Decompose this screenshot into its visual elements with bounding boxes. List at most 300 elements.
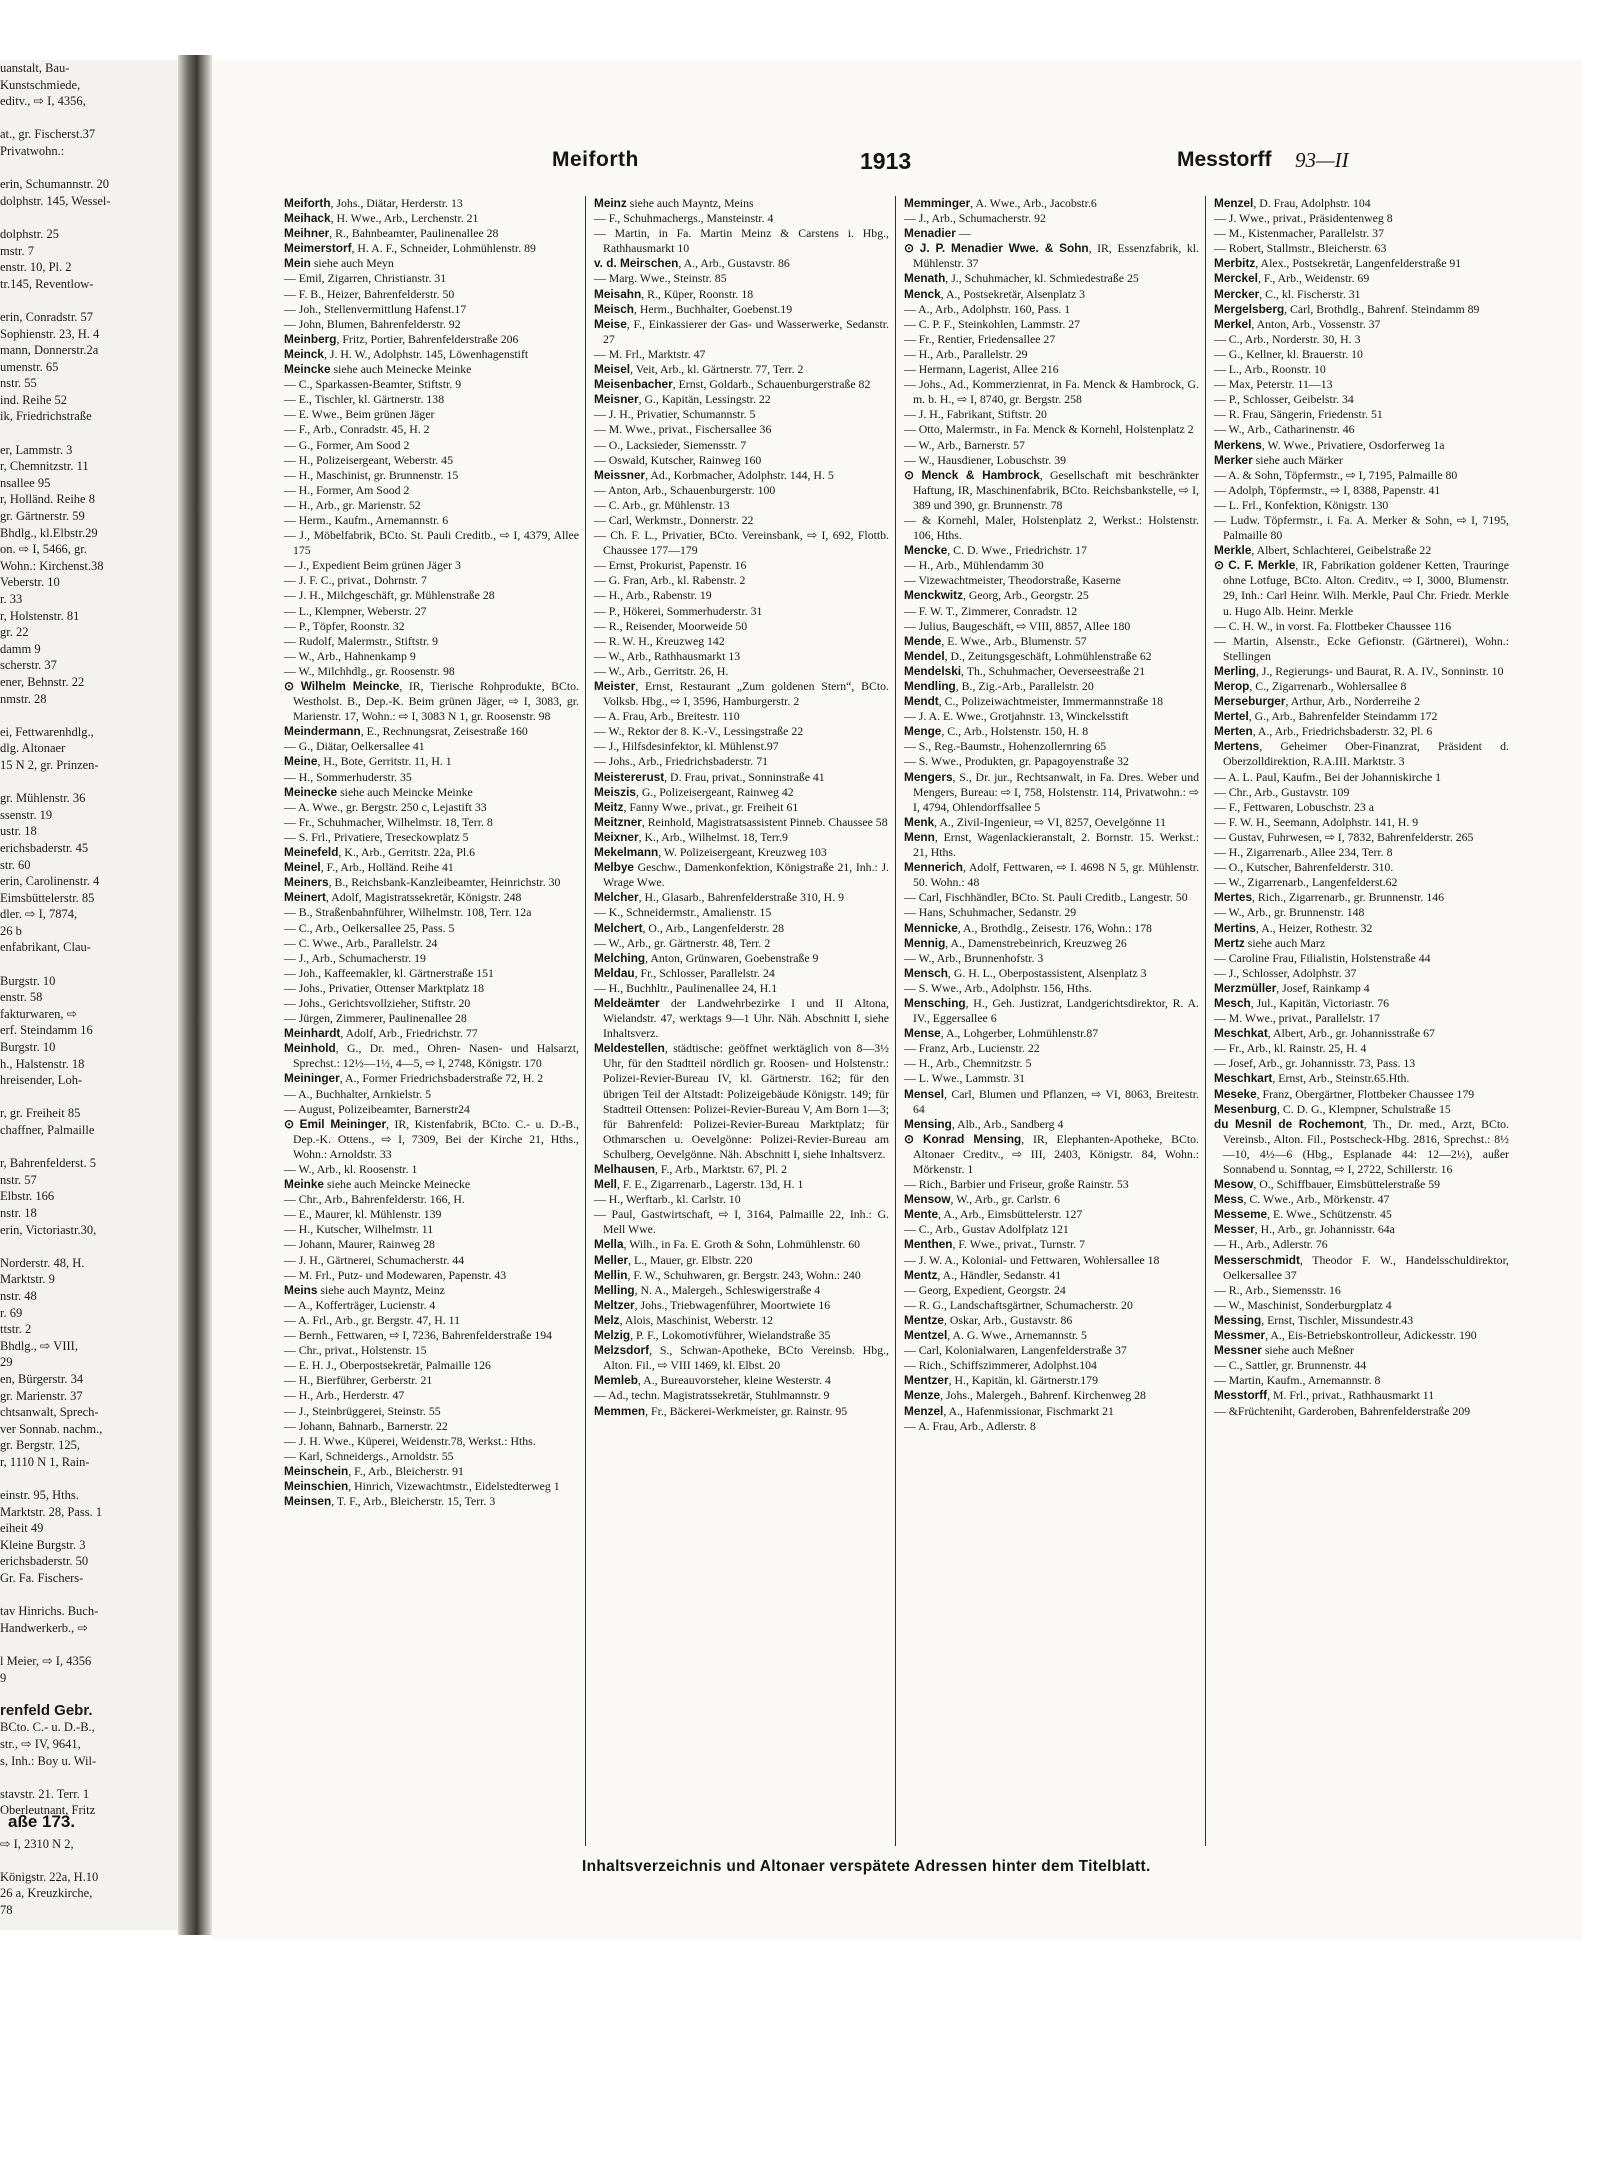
directory-entry: — H., Arb., Mühlendamm 30: [904, 558, 1044, 573]
directory-entry: — E., Tischler, kl. Gärtnerstr. 138: [284, 392, 445, 407]
directory-entry: Meseke, Franz, Obergärtner, Flottbeker Chaussee 179: [1214, 1086, 1475, 1101]
directory-entry: Mendelski, Th., Schuhmacher, Oeverseestraße 21: [904, 663, 1146, 678]
left-page-line: mann, Donnerstr.2a: [0, 343, 99, 358]
left-page-line: s, Inh.: Boy u. Wil-: [0, 1753, 97, 1768]
left-page-line: Elbstr. 166: [0, 1189, 55, 1204]
directory-entry: Messerschmidt, Theodor F. W., Handelsschuldirektor, Oelkersallee 37: [1214, 1252, 1509, 1282]
directory-entry: — Ludw. Töpfermstr., i. Fa. A. Merker & Sohn, ⇨ I, 7195, Palmaille 80: [1214, 512, 1509, 543]
directory-entry: — J., Hilfsdesinfektor, kl. Mühlenst.97: [594, 739, 779, 754]
directory-entry: Meller, L., Mauer, gr. Elbstr. 220: [594, 1252, 753, 1267]
left-page-line: r, Chemnitzstr. 11: [0, 459, 89, 474]
left-page-line: [0, 110, 178, 127]
left-page-fragment: [0, 60, 178, 1930]
left-page-text-lines: [0, 60, 178, 1919]
left-page-line: str. 60: [0, 857, 31, 872]
directory-entry: Meinsen, T. F., Arb., Bleicherstr. 15, Terr. 3: [284, 1494, 496, 1509]
directory-entry: — H., Polizeisergeant, Weberstr. 45: [284, 452, 453, 467]
directory-page: [212, 60, 1582, 1940]
directory-entry: — H., Arb., Adlerstr. 76: [1214, 1237, 1328, 1252]
directory-entry: — W., Hausdiener, Lobuschstr. 39: [904, 452, 1067, 467]
directory-entry: — A., Kofferträger, Lucienstr. 4: [284, 1297, 436, 1312]
left-page-line: nstr. 55: [0, 376, 37, 391]
left-page-line: Wohn.: Kirchenst.38: [0, 558, 104, 573]
directory-entry: — Chr., Arb., Gustavstr. 109: [1214, 784, 1350, 799]
directory-entry: Meindermann, E., Rechnungsrat, Zeisestraße 160: [284, 724, 528, 739]
directory-entry: — C., Sattler, gr. Brunnenstr. 44: [1214, 1358, 1367, 1373]
directory-entry: — Johann, Bahnarb., Barnerstr. 22: [284, 1418, 448, 1433]
directory-entry: — W., Zigarrenarb., Langenfelderst.62: [1214, 875, 1398, 890]
directory-entry: Meiforth, Johs., Diätar, Herderstr. 13: [284, 196, 463, 210]
directory-entry: — J., Steinbrüggerei, Steinstr. 55: [284, 1403, 441, 1418]
directory-entry: Mesow, O., Schiffbauer, Eimsbüttelerstraße 59: [1214, 1177, 1441, 1192]
directory-entry: — M. Wwe., privat., Parallelstr. 17: [1214, 1011, 1380, 1026]
directory-entry: — M., Kistenmacher, Parallelstr. 37: [1214, 226, 1384, 241]
directory-entry: — R., Arb., Siemensstr. 16: [1214, 1282, 1341, 1297]
directory-entry: Mencke, C. D. Wwe., Friedrichstr. 17: [904, 543, 1087, 558]
directory-entry: — Robert, Stallmstr., Bleicherstr. 63: [1214, 241, 1387, 256]
directory-entry: Mentze, Oskar, Arb., Gustavstr. 86: [904, 1312, 1073, 1327]
directory-entry: — W., Arb., Catharinenstr. 46: [1214, 422, 1355, 437]
left-page-line: Sophienstr. 23, H. 4: [0, 326, 100, 341]
directory-entry: — Fr., Rentier, Friedensallee 27: [904, 331, 1056, 346]
directory-entry: — &Früchteniht, Garderoben, Bahrenfelderstraße 209: [1214, 1403, 1471, 1418]
directory-entry: Meihner, R., Bahnbeamter, Paulinenallee 28: [284, 226, 499, 241]
left-page-line: Handwerkerb., ⇨: [0, 1620, 88, 1635]
directory-entry: Melchert, O., Arb., Langenfelderstr. 28: [594, 920, 785, 935]
directory-entry: — L., Klempner, Weberstr. 27: [284, 603, 427, 618]
directory-entry: — Franz, Arb., Lucienstr. 22: [904, 1041, 1040, 1056]
left-page-line: h., Halstenstr. 18: [0, 1056, 85, 1071]
directory-entry: — W., Arb., Gerritstr. 26, H.: [594, 663, 729, 678]
directory-entry: — L., Arb., Roonstr. 10: [1214, 362, 1326, 377]
directory-entry: Meinhold, G., Dr. med., Ohren- Nasen- und Halsarzt, Sprechst.: 12½—1½, 4—5, ⇨ I, 2748, Königstr. 170: [284, 1041, 579, 1071]
directory-entry: — Johs., Ad., Kommerzienrat, in Fa. Menck & Hambrock, G. m. b. H., ⇨ I, 8740, gr. Bergstr. 258: [904, 377, 1199, 407]
directory-entry: — J., Arb., Schumacherstr. 19: [284, 950, 426, 965]
directory-entry: Merkel, Anton, Arb., Vossenstr. 37: [1214, 316, 1381, 331]
directory-entry: Meissner, Ad., Korbmacher, Adolphstr. 144, H. 5: [594, 467, 834, 482]
left-page-line: str., ⇨ IV, 9641,: [0, 1736, 81, 1751]
directory-entry: Mertens, Geheimer Ober-Finanzrat, Präsident d. Oberzolldirektion, R.A.III. Marktstr. 3: [1214, 739, 1509, 769]
left-page-line: chaffner, Palmaille: [0, 1123, 95, 1137]
directory-entry: — Herm., Kaufm., Arnemannstr. 6: [284, 512, 449, 527]
directory-entry: — R. G., Landschaftsgärtner, Schumacherstr. 20: [904, 1297, 1133, 1312]
directory-entry: — W., Arb., Brunnenhofstr. 3: [904, 950, 1044, 965]
directory-entry: Mensing, Alb., Arb., Sandberg 4: [904, 1116, 1064, 1131]
left-page-line: erichsbaderstr. 50: [0, 1554, 89, 1569]
left-page-line: dlg. Altonaer: [0, 741, 66, 756]
directory-entry: Meinel, F., Arb., Holländ. Reihe 41: [284, 860, 454, 875]
directory-entry: — Hermann, Lagerist, Allee 216: [904, 362, 1059, 377]
left-page-line: [0, 1238, 178, 1255]
directory-entry: Mennerich, Adolf, Fettwaren, ⇨ I. 4698 N 5, gr. Mühlenstr. 50. Wohn.: 48: [904, 860, 1199, 890]
left-page-line: erin, Victoriastr.30,: [0, 1222, 97, 1237]
directory-entry: Merzmüller, Josef, Rainkamp 4: [1214, 980, 1370, 995]
left-page-line: [0, 209, 178, 226]
directory-entry: — W., Arb., kl. Roosenstr. 1: [284, 1162, 418, 1176]
directory-entry: Messer, H., Arb., gr. Johannisstr. 64a: [1214, 1222, 1395, 1237]
directory-entry: du Mesnil de Rochemont, Th., Dr. med., Arzt, BCto. Vereinsb., Alton. Fil., Postscheck-Hbg. 2816, Sprechst.: 8½—10, 4½—6 (Hbg., Esplanade 44: 12—2½), außer Sonnabend u. Sonntag, ⇨ I, 2722, Schillerstr. 16: [1214, 1116, 1510, 1176]
directory-entry: — Marg. Wwe., Steinstr. 85: [594, 271, 727, 286]
directory-entry: — M. Frl., Putz- und Modewaren, Papenstr. 43: [284, 1267, 507, 1282]
left-page-line: enfabrikant, Clau-: [0, 940, 91, 955]
left-page-line: dler. ⇨ I, 7874,: [0, 907, 78, 922]
directory-entry: Mente, A., Arb., Eimsbüttelerstr. 127: [904, 1207, 1083, 1222]
directory-entry: Mell, F. E., Zigarrenarb., Lagerstr. 13d, H. 1: [594, 1177, 804, 1192]
directory-entry: Meininger, A., Former Friedrichsbaderstraße 72, H. 2: [284, 1071, 544, 1086]
directory-entry: Mesch, Jul., Kapitän, Victoriastr. 76: [1214, 995, 1390, 1010]
directory-entry: — H., Sommerhuderstr. 35: [284, 769, 412, 784]
directory-entry: Meins siehe auch Mayntz, Meinz: [284, 1282, 445, 1297]
left-page-line: mstr. 7: [0, 243, 35, 258]
left-page-line: Kunstschmiede,: [0, 77, 81, 92]
directory-entry: Meine, H., Bote, Gerritstr. 11, H. 1: [284, 754, 452, 769]
directory-entry: Mendling, B., Zig.-Arb., Parallelstr. 20: [904, 679, 1094, 693]
directory-entry: Menath, J., Schuhmacher, kl. Schmiedestraße 25: [904, 271, 1139, 286]
directory-entry: Menge, C., Arb., Holstenstr. 150, H. 8: [904, 724, 1089, 739]
directory-entry: ⊙ J. P. Menadier Wwe. & Sohn, IR, Essenzfabrik, kl. Mühlenstr. 37: [904, 241, 1199, 271]
directory-entry: — A. L. Paul, Kaufm., Bei der Johanniskirche 1: [1214, 769, 1442, 784]
directory-entry: — S., Reg.-Baumstr., Hohenzollernring 65: [904, 739, 1107, 754]
left-page-line: dolphstr. 25: [0, 226, 60, 241]
directory-entry: — M. Frl., Marktstr. 47: [594, 346, 706, 361]
directory-entry: Mertel, G., Arb., Bahrenfelder Steindamm 172: [1214, 709, 1438, 724]
directory-entry: v. d. Meirschen, A., Arb., Gustavstr. 86: [594, 256, 790, 271]
directory-entry: — Emil, Zigarren, Christianstr. 31: [284, 271, 447, 286]
directory-entry: Merkens, W. Wwe., Privatiere, Osdorferweg 1a: [1214, 437, 1445, 452]
directory-entry: — W., Arb., gr. Gärtnerstr. 48, Terr. 2: [594, 935, 771, 950]
left-page-line: ik, Friedrichstraße: [0, 409, 92, 424]
directory-entry: Meistererust, D. Frau, privat., Sonninstraße 41: [594, 769, 825, 784]
directory-entry: — C. Arb., gr. Mühlenstr. 13: [594, 497, 730, 512]
directory-entry: — W., Arb., Barnerstr. 57: [904, 437, 1025, 452]
column-1: [280, 196, 586, 1846]
directory-entry: Menthen, F. Wwe., privat., Turnstr. 7: [904, 1237, 1086, 1252]
directory-entry: Mentzel, A. G. Wwe., Arnemannstr. 5: [904, 1328, 1087, 1343]
header-right-word: Messtorff: [1177, 148, 1272, 171]
directory-entry: — Max, Peterstr. 11—13: [1214, 377, 1333, 392]
left-page-line: dolphstr. 145, Wessel-: [0, 193, 111, 208]
left-page-line: erin, Carolinenstr. 4: [0, 874, 100, 889]
left-page-line: Oberleutnant, Fritz: [0, 1803, 96, 1818]
directory-entry: Messeme, E. Wwe., Schützenstr. 45: [1214, 1207, 1392, 1222]
left-page-line: Burgstr. 10: [0, 1040, 56, 1055]
directory-entry: — W., Maschinist, Sonderburgplatz 4: [1214, 1297, 1392, 1312]
directory-entry: — L. Frl., Konfektion, Königstr. 130: [1214, 497, 1389, 512]
directory-entry: Meldau, Fr., Schlosser, Parallelstr. 24: [594, 965, 775, 980]
directory-entry: Melcher, H., Glasarb., Bahrenfelderstraße 310, H. 9: [594, 890, 844, 905]
directory-entry: Memleb, A., Bureauvorsteher, kleine Westerstr. 4: [594, 1373, 831, 1388]
directory-entry: Meinberg, Fritz, Portier, Bahrenfelderstraße 206: [284, 331, 519, 346]
directory-entry: — O., Kutscher, Bahrenfelderstr. 310.: [1214, 860, 1394, 875]
directory-entry: — J., Expedient Beim grünen Jäger 3: [284, 558, 461, 573]
directory-entry: ⊙ Emil Meininger, IR, Kistenfabrik, BCto. C.- u. D.-B., Dep.-K. Ottens., ⇨ I, 7309, Bei der Kirche 21, Hths., Wohn.: Arnoldstr. 33: [284, 1116, 579, 1161]
left-page-line: 78: [0, 1902, 13, 1917]
directory-entry: — Rich., Barbier und Friseur, große Rainstr. 53: [904, 1177, 1129, 1192]
page-header: [212, 148, 1582, 188]
left-page-line: editv., ⇨ I, 4356,: [0, 94, 86, 109]
left-page-line: r, Holländ. Reihe 8: [0, 492, 95, 507]
left-page-line: stavstr. 21. Terr. 1: [0, 1786, 90, 1801]
left-page-line: umenstr. 65: [0, 359, 59, 374]
directory-entry: Meiners, B., Reichsbank-Kanzleibeamter, Heinrichstr. 30: [284, 875, 561, 890]
directory-entry: Menck, A., Postsekretär, Alsenplatz 3: [904, 286, 1086, 301]
directory-entry: Messtorff, M. Frl., privat., Rathhausmarkt 11: [1214, 1388, 1435, 1403]
left-page-line: gr. Marienstr. 37: [0, 1388, 83, 1403]
directory-entry: Meinke siehe auch Meincke Meinecke: [284, 1177, 471, 1192]
left-page-line: ⇨ I, 2310 N 2,: [0, 1836, 74, 1851]
directory-entry: Melching, Anton, Grünwaren, Goebenstraße 9: [594, 950, 819, 965]
directory-entry: Meixner, K., Arb., Wilhelmst. 18, Terr.9: [594, 829, 788, 844]
directory-entry: Merker siehe auch Märker: [1214, 452, 1343, 467]
directory-entry: Melhausen, F., Arb., Marktstr. 67, Pl. 2: [594, 1162, 788, 1176]
left-page-line: [0, 1636, 178, 1653]
directory-entry: — Anton, Arb., Schauenburgerstr. 100: [594, 482, 776, 497]
left-page-line: r, 1110 N 1, Rain-: [0, 1454, 90, 1469]
directory-entry: — W., Arb., Hahnenkamp 9: [284, 648, 416, 663]
left-page-line: chtsanwalt, Sprech-: [0, 1405, 99, 1420]
directory-entry: — H., Arb., gr. Marienstr. 52: [284, 497, 421, 512]
directory-entry: — Johs., Arb., Friedrichsbaderstr. 71: [594, 754, 768, 769]
left-page-line: 29: [0, 1355, 13, 1370]
directory-entry: — Carl, Werkmstr., Donnerstr. 22: [594, 512, 754, 527]
left-page-line: [0, 292, 178, 309]
left-page-bottom-text: aße 173.: [8, 1812, 76, 1831]
directory-entry: Menzel, D. Frau, Adolphstr. 104: [1214, 196, 1371, 210]
left-page-line: damm 9: [0, 641, 41, 656]
header-year: 1913: [860, 148, 912, 174]
directory-entry: — C., Arb., Norderstr. 30, H. 3: [1214, 331, 1361, 346]
left-page-line: Kleine Burgstr. 3: [0, 1537, 86, 1552]
left-page-line: l Meier, ⇨ I, 4356: [0, 1654, 92, 1668]
directory-entry: — A., Buchhalter, Arnkielstr. 5: [284, 1086, 431, 1101]
left-page-line: nstr. 18: [0, 1205, 37, 1220]
directory-entry: Mesenburg, C. D. G., Klempner, Schulstraße 15: [1214, 1101, 1451, 1116]
directory-entry: — Fr., Schuhmacher, Wilhelmstr. 18, Terr. 8: [284, 814, 493, 829]
directory-entry: — W., Rektor der 8. K.-V., Lessingstraße 22: [594, 724, 804, 739]
left-page-line: Marktstr. 28, Pass. 1: [0, 1504, 103, 1519]
directory-entry: Mendt, C., Polizeiwachtmeister, Immermannstraße 18: [904, 694, 1163, 709]
directory-entry: — J., Arb., Schumacherstr. 92: [904, 211, 1046, 226]
directory-entry: — J. F. C., privat., Dohrnstr. 7: [284, 573, 427, 588]
directory-entry: Messner siehe auch Meßner: [1214, 1343, 1354, 1358]
directory-entry: — J. H. Wwe., Küperei, Weidenstr.78, Werkst.: Hths.: [284, 1433, 536, 1448]
directory-entry: — & Kornehl, Maler, Holstenplatz 2, Werkst.: Holstenstr. 106, Hths.: [904, 512, 1199, 543]
directory-entry: Merkle, Albert, Schlachterei, Geibelstraße 22: [1214, 543, 1432, 558]
left-page-line: eiheit 49: [0, 1521, 44, 1536]
left-page-line: erin, Conradstr. 57: [0, 309, 94, 324]
directory-entry: Mekelmann, W. Polizeisergeant, Kreuzweg 103: [594, 845, 827, 860]
directory-entry: Meise, F., Einkassierer der Gas- und Wasserwerke, Sedanstr. 27: [594, 316, 889, 346]
left-page-line: [0, 1852, 178, 1869]
directory-entry: Meldeämter der Landwehrbezirke I und II Altona, Wielandstr. 47, werktags 9—1 Uhr. Näh. Abschnitt I, siehe Inhaltsverz.: [594, 995, 889, 1041]
directory-entry: Meinck, J. H. W., Adolphstr. 145, Löwenhagenstift: [284, 346, 529, 361]
directory-entry: Mense, A., Lohgerber, Lohmühlenstr.87: [904, 1026, 1099, 1041]
directory-entry: Meschkat, Albert, Arb., gr. Johannisstraße 67: [1214, 1026, 1435, 1041]
directory-entry: — A. Frl., Arb., gr. Bergstr. 47, H. 11: [284, 1312, 460, 1327]
directory-entry: — Martin, Alsenstr., Ecke Gefionstr. (Gärtnerei), Wohn.: Stellingen: [1214, 633, 1509, 663]
directory-entry: — J. A. E. Wwe., Grotjahnstr. 13, Winckelsstift: [904, 709, 1129, 724]
directory-entry: — S. Frl., Privatiere, Treseckowplatz 5: [284, 829, 469, 844]
left-page-line: at., gr. Fischerst.37: [0, 127, 96, 142]
directory-entry: Melling, N. A., Malergeh., Schleswigerstraße 4: [594, 1282, 821, 1297]
directory-entry: — Rudolf, Malermstr., Stiftstr. 9: [284, 633, 439, 648]
directory-entry: — H., Arb., Parallelstr. 29: [904, 346, 1028, 361]
directory-entry: — H., Kutscher, Wilhelmstr. 11: [284, 1222, 434, 1237]
directory-entry: Melzig, P. F., Lokomotivführer, Wielandstraße 35: [594, 1328, 831, 1343]
directory-entry: Memminger, A. Wwe., Arb., Jacobstr.6: [904, 196, 1097, 210]
left-page-line: r, gr. Freiheit 85: [0, 1106, 81, 1121]
directory-entry: Mergelsberg, Carl, Brothdlg., Bahrenf. Steindamm 89: [1214, 301, 1480, 316]
directory-entry: — G. Fran, Arb., kl. Rabenstr. 2: [594, 573, 746, 588]
directory-entry: — H., Arb., Rabenstr. 19: [594, 588, 712, 603]
directory-entry: — W., Milchhdlg., gr. Roosenstr. 98: [284, 663, 455, 678]
directory-entry: Meister, Ernst, Restaurant „Zum goldenen Stern“, BCto. Volksb. Hbg., ⇨ I, 3596, Hamburgerstr. 2: [594, 679, 889, 709]
left-page-line: nstr. 48: [0, 1288, 37, 1303]
column-4: [1210, 196, 1515, 1846]
directory-entry: — Johs., Privatier, Ottenser Marktplatz 18: [284, 980, 485, 995]
directory-entry: — A. Frau, Arb., Breitestr. 110: [594, 709, 740, 724]
directory-entry: — C., Sparkassen-Beamter, Stiftstr. 9: [284, 377, 462, 392]
directory-entry: Meisel, Veit, Arb., kl. Gärtnerstr. 77, Terr. 2: [594, 362, 804, 377]
directory-entry: — A. Wwe., gr. Bergstr. 250 c, Lejastift 33: [284, 799, 487, 814]
directory-entry: — Georg, Expedient, Georgstr. 24: [904, 1282, 1066, 1297]
left-page-line: einstr. 95, Hths.: [0, 1488, 79, 1503]
directory-entry: — F., Schuhmachergs., Mansteinstr. 4: [594, 211, 774, 226]
directory-entry: Meihack, H. Wwe., Arb., Lerchenstr. 21: [284, 211, 479, 226]
directory-entry: Meimerstorf, H. A. F., Schneider, Lohmühlenstr. 89: [284, 241, 536, 256]
directory-entry: — P., Hökerei, Sommerhuderstr. 31: [594, 603, 763, 618]
left-page-line: 26 a, Kreuzkirche,: [0, 1886, 93, 1901]
directory-entry: Meisahn, R., Küper, Roonstr. 18: [594, 286, 754, 301]
directory-entry: Merseburger, Arthur, Arb., Norderreihe 2: [1214, 694, 1420, 709]
left-page-line: ind. Reihe 52: [0, 392, 68, 407]
left-page-line: ver Sonnab. nachm.,: [0, 1421, 103, 1436]
directory-entry: — Chr., privat., Holstenstr. 15: [284, 1343, 427, 1358]
page-footer: Inhaltsverzeichnis und Altonaer verspätete Adressen hinter dem Titelblatt.: [582, 1858, 1151, 1875]
header-left-word: Meiforth: [552, 148, 639, 171]
left-page-line: er, Lammstr. 3: [0, 442, 73, 457]
directory-entry: — Otto, Malermstr., in Fa. Menck & Kornehl, Holstenplatz 2: [904, 422, 1194, 437]
left-page-line: gr. Mühlenstr. 36: [0, 791, 86, 806]
directory-entry: — H., Arb., Chemnitzstr. 5: [904, 1056, 1032, 1071]
left-page-line: tav Hinrichs. Buch-: [0, 1604, 99, 1619]
directory-entry: Messing, Ernst, Tischler, Missundestr.43: [1214, 1312, 1414, 1327]
left-page-line: gr. Gärtnerstr. 59: [0, 509, 85, 524]
left-page-line: on. ⇨ I, 5466, gr.: [0, 542, 87, 557]
directory-entry: — Ch. F. L., Privatier, BCto. Vereinsbank, ⇨ I, 692, Flottb. Chaussee 177—179: [594, 528, 889, 558]
directory-entry: — K., Schneidermstr., Amalienstr. 15: [594, 905, 772, 920]
left-page-line: uanstalt, Bau-: [0, 61, 70, 75]
left-page-line: Bhdlg., kl.Elbstr.29: [0, 525, 98, 540]
directory-entry: — A. & Sohn, Töpfermstr., ⇨ I, 7195, Palmaille 80: [1214, 467, 1458, 482]
directory-entry: Meinefeld, K., Arb., Gerritstr. 22a, Pl.6: [284, 845, 476, 860]
left-page-line: [0, 1686, 178, 1703]
directory-entry: Melbye Geschw., Damenkonfektion, Königstraße 21, Inh.: J. Wrage Wwe.: [594, 860, 889, 890]
left-page-line: [0, 1089, 178, 1106]
directory-entry: — G., Diätar, Oelkersallee 41: [284, 739, 425, 754]
directory-entry: Meisner, G., Kapitän, Lessingstr. 22: [594, 392, 771, 407]
left-page-line: r, Holstenstr. 81: [0, 608, 80, 623]
directory-entry: Memmen, Fr., Bäckerei-Werkmeister, gr. Rainstr. 95: [594, 1403, 848, 1418]
left-page-line: nmstr. 28: [0, 691, 47, 706]
directory-entry: — Rich., Schiffszimmerer, Adolphst.104: [904, 1358, 1097, 1373]
left-page-line: r, Bahrenfelderst. 5: [0, 1156, 96, 1171]
left-page-line: Burgstr. 10: [0, 973, 56, 988]
directory-entry: Mertes, Rich., Zigarrenarb., gr. Brunnenstr. 146: [1214, 890, 1445, 905]
left-page-line: nstr. 57: [0, 1172, 37, 1187]
directory-entry: — Ernst, Prokurist, Papenstr. 16: [594, 558, 747, 573]
left-page-line: enstr. 58: [0, 990, 43, 1005]
directory-entry: — W., Arb., gr. Brunnenstr. 148: [1214, 905, 1365, 920]
left-page-line: Norderstr. 48, H.: [0, 1255, 85, 1270]
left-page-line: nsallee 95: [0, 475, 51, 490]
directory-entry: — Karl, Schneidergs., Arnoldstr. 55: [284, 1448, 454, 1463]
directory-entry: Melz, Alois, Maschinist, Weberstr. 12: [594, 1312, 774, 1327]
directory-entry: — L. Wwe., Lammstr. 31: [904, 1071, 1026, 1086]
directory-entry: — H., Former, Am Sood 2: [284, 482, 410, 497]
directory-entry: — C., Arb., Oelkersallee 25, Pass. 5: [284, 920, 455, 935]
left-page-line: Gr. Fa. Fischers-: [0, 1571, 84, 1586]
directory-entry: — B., Straßenbahnführer, Wilhelmstr. 108, Terr. 12a: [284, 905, 532, 920]
left-page-line: [0, 707, 178, 724]
directory-entry: Meisenbacher, Ernst, Goldarb., Schauenburgerstraße 82: [594, 377, 871, 392]
directory-columns: [280, 196, 1520, 1846]
left-page-line: ener, Behnstr. 22: [0, 674, 85, 689]
directory-entry: Meinschien, Hinrich, Vizewachtmstr., Eidelstedterweg 1: [284, 1478, 560, 1493]
directory-entry: Mertz siehe auch Marz: [1214, 935, 1326, 950]
directory-entry: — J., Schlosser, Adolphstr. 37: [1214, 965, 1357, 980]
directory-entry: — R. W. H., Kreuzweg 142: [594, 633, 725, 648]
left-page-line: [0, 1470, 178, 1487]
directory-entry: Mensow, W., Arb., gr. Carlstr. 6: [904, 1192, 1061, 1207]
left-page-line: gr. Bergstr. 125,: [0, 1438, 80, 1453]
directory-entry: — Chr., Arb., Bahrenfelderstr. 166, H.: [284, 1192, 465, 1207]
directory-entry: Mennig, A., Damenstrebeinrich, Kreuzweg 26: [904, 935, 1127, 950]
directory-entry: Mercker, C., kl. Fischerstr. 31: [1214, 286, 1361, 301]
directory-entry: Mertins, A., Heizer, Rothestr. 32: [1214, 920, 1373, 935]
directory-entry: Mentz, A., Händler, Sedanstr. 41: [904, 1267, 1062, 1282]
directory-entry: Messmer, A., Eis-Betriebskontrolleur, Adickesstr. 190: [1214, 1328, 1477, 1343]
directory-entry: — F., Arb., Conradstr. 45, H. 2: [284, 422, 430, 437]
directory-entry: — F., Fettwaren, Lobuschstr. 23 a: [1214, 799, 1374, 814]
directory-entry: — Fr., Arb., kl. Rainstr. 25, H. 4: [1214, 1041, 1367, 1056]
directory-entry: Melzsdorf, S., Schwan-Apotheke, BCto Vereinsb. Hbg., Alton. Fil., ⇨ VIII 1469, kl. Elbst. 20: [594, 1343, 889, 1373]
directory-entry: — F. W. H., Seemann, Adolphstr. 141, H. 9: [1214, 814, 1419, 829]
left-page-line: 26 b: [0, 923, 22, 938]
left-page-line: tr.145, Reventlow-: [0, 276, 94, 291]
directory-entry: — C. P. F., Steinkohlen, Lammstr. 27: [904, 316, 1081, 331]
directory-entry: — Carl, Fischhändler, BCto. St. Pauli Creditb., Langestr. 50: [904, 890, 1188, 905]
directory-entry: — A. Frau, Arb., Adlerstr. 8: [904, 1418, 1036, 1433]
left-page-line: ssenstr. 19: [0, 807, 53, 822]
directory-entry: Mendel, D., Zeitungsgeschäft, Lohmühlenstraße 62: [904, 648, 1152, 663]
directory-entry: — Martin, in Fa. Martin Meinz & Carstens i. Hbg., Rathhausmarkt 10: [594, 226, 889, 256]
directory-entry: — A., Arb., Adolphstr. 160, Pass. 1: [904, 301, 1071, 316]
directory-entry: — Joh., Stellenvermittlung Hafenst.17: [284, 301, 467, 316]
directory-entry: — R., Reisender, Moorweide 50: [594, 618, 748, 633]
directory-entry: Mensel, Carl, Blumen und Pflanzen, ⇨ VI, 8063, Breitestr. 64: [904, 1086, 1199, 1116]
directory-entry: Mennicke, A., Brothdlg., Zeisestr. 176, Wohn.: 178: [904, 920, 1152, 935]
left-page-line: Bhdlg., ⇨ VIII,: [0, 1338, 78, 1353]
directory-entry: Meinert, Adolf, Magistratssekretär, Königstr. 248: [284, 890, 522, 905]
directory-entry: Meschkart, Ernst, Arb., Steinstr.65.Hth.: [1214, 1071, 1410, 1086]
directory-entry: Meinhardt, Adolf, Arb., Friedrichstr. 77: [284, 1026, 478, 1041]
directory-entry: — H., Bierführer, Gerberstr. 21: [284, 1373, 433, 1388]
directory-entry: — E. Wwe., Beim grünen Jäger: [284, 407, 435, 422]
directory-entry: — August, Polizeibeamter, Barnerstr24: [284, 1101, 470, 1116]
left-page-line: Marktstr. 9: [0, 1272, 55, 1287]
directory-entry: — J. H., Gärtnerei, Schumacherstr. 44: [284, 1252, 465, 1267]
